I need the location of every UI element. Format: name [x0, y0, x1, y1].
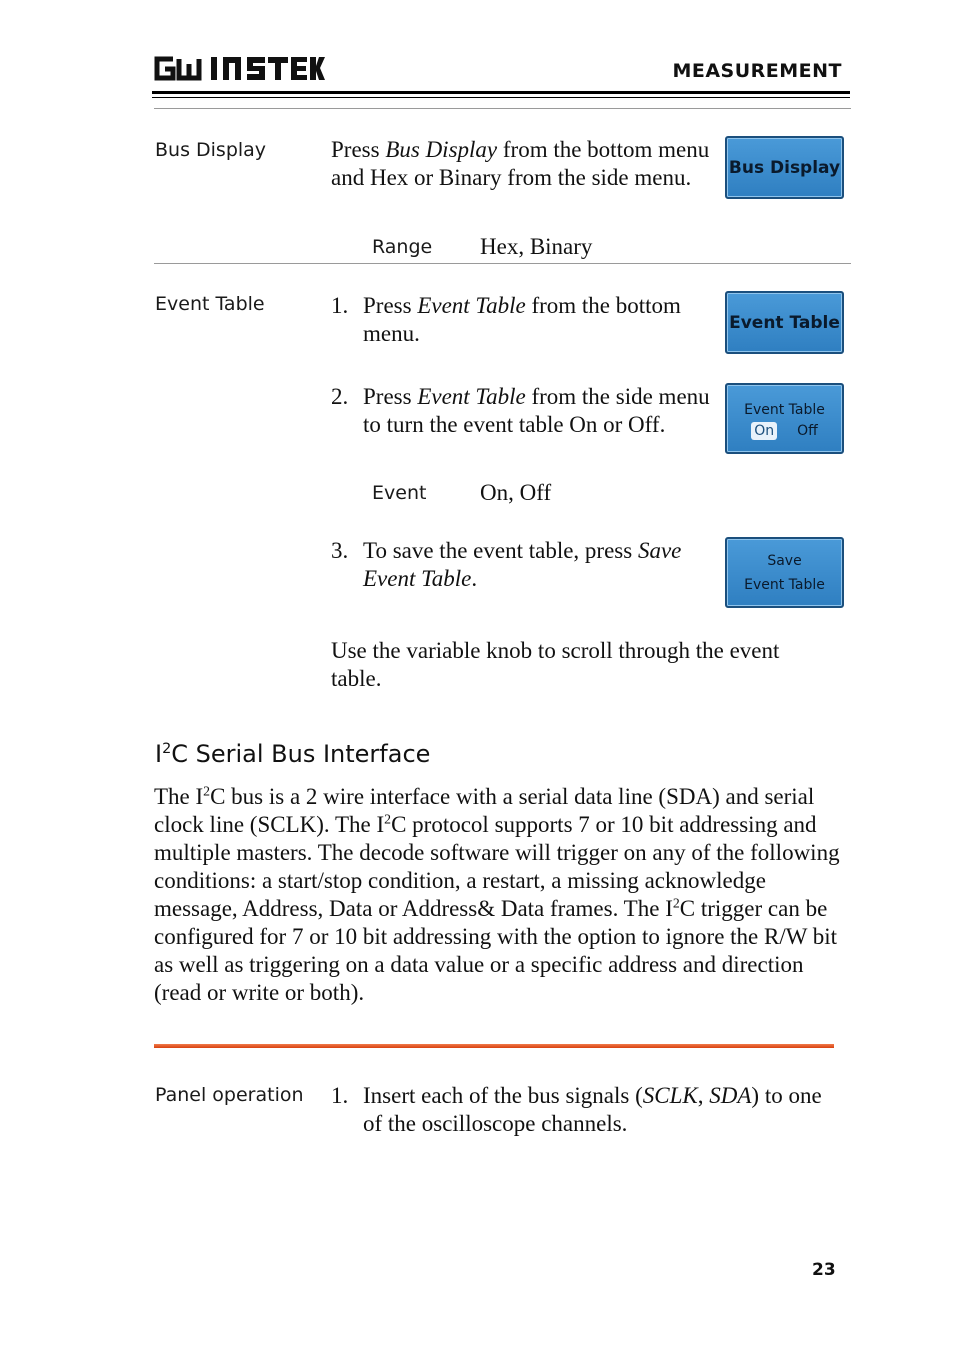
row-divider [154, 263, 851, 264]
bus-display-instructions: Press Bus Display from the bottom menu and Hex or Binary from the side menu. [331, 137, 710, 190]
step1-number: 1. [331, 293, 349, 318]
event-label: Event [372, 482, 427, 504]
panel-operation-label: Panel operation [155, 1084, 304, 1106]
scroll-note: Use the variable knob to scroll through the event table. [331, 638, 780, 691]
event-table-button[interactable]: Event Table [725, 291, 844, 354]
top-divider [154, 108, 851, 109]
event-value: On, Off [480, 480, 552, 505]
toggle-off: Off [797, 422, 818, 439]
range-value: Hex, Binary [480, 234, 593, 259]
bus-display-label: Bus Display [155, 139, 267, 161]
gw-instek-logo [153, 56, 325, 82]
header-rule-thin [152, 97, 850, 98]
panel-step1-text: Insert each of the bus signals (SCLK, SDA) to one of the oscilloscope channels. [363, 1083, 822, 1136]
section-title: MEASUREMENT [672, 60, 842, 82]
toggle-title: Event Table [744, 401, 825, 418]
event-table-toggle-button[interactable] [725, 383, 844, 454]
save-event-table-button[interactable]: Save Event Table [725, 537, 844, 608]
step2-text: Press Event Table from the side menu to turn the event table On or Off. [363, 384, 710, 437]
range-label: Range [372, 236, 433, 258]
toggle-on: On [751, 422, 777, 440]
step1-text: Press Event Table from the bottom menu. [363, 293, 681, 346]
i2c-description: The $I^2C$ bus is a 2 wire interface with a serial data line (SDA) and serial clock line (SCLK). The $I^2C$ protocol supports 7 or 10 bit addressing and multiple masters. The decode software will trigger on any of the following conditions: a start/stop condition, a restart, a missing acknowledge message, Address, Data or Address& Data frames. The $I^2C$ trigger can be configured for 7 or 10 bit addressing with the option to ignore the R/W bit as well as triggering on a data value or a specific address and direction (read or write or both). [154, 783, 840, 1005]
accent-rule [154, 1044, 834, 1048]
i2c-heading: $I^2C$ Serial Bus Interface [155, 740, 431, 768]
step2-number: 2. [331, 384, 349, 409]
header-rule-thick [152, 91, 850, 94]
event-table-label: Event Table [155, 293, 265, 315]
bus-display-button[interactable]: Bus Display [725, 136, 844, 199]
step3-text: To save the event table, press Save Event Table. [363, 538, 682, 591]
panel-step1-number: 1. [331, 1083, 349, 1108]
step3-number: 3. [331, 538, 349, 563]
page-number: 23 [812, 1260, 836, 1280]
